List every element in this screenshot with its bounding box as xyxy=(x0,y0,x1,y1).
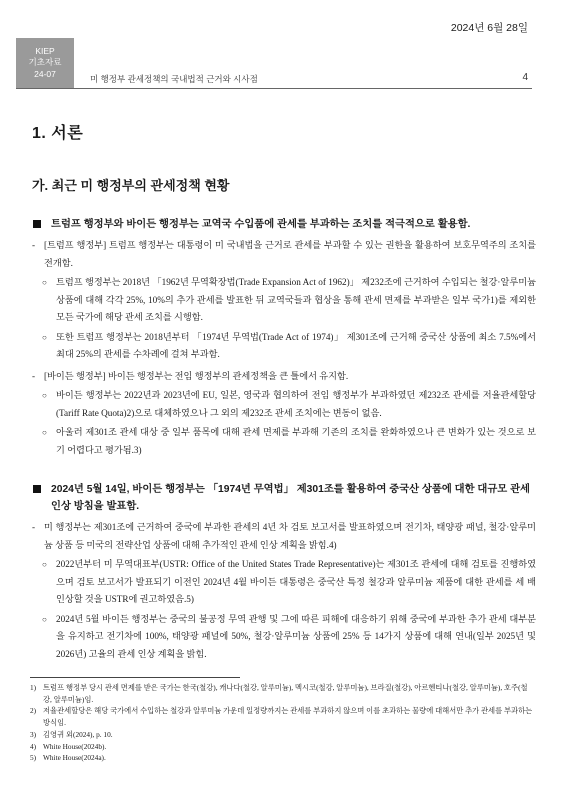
footnote-text: White House(2024a). xyxy=(43,753,106,763)
badge-line-org: KIEP xyxy=(35,45,55,56)
black-square-bullet-icon xyxy=(33,219,44,230)
circle-item xyxy=(32,329,536,364)
page-number: 4 xyxy=(522,72,528,83)
footnote-number: 4) xyxy=(30,741,37,751)
footnotes xyxy=(30,682,536,764)
footnote xyxy=(30,729,536,741)
circle-bullet-icon: ○ xyxy=(42,614,47,624)
footnote xyxy=(30,682,536,705)
badge-line-series: 기초자료 xyxy=(28,57,62,68)
footnote xyxy=(30,741,536,753)
circle-item-text: 트럼프 행정부는 2018년 「1962년 무역확장법(Trade Expansion Act of 1962)」 제232조에 근거하여 수입되는 철강·알루미늄 상품에 대해 각각 25%, 10%의 추가 관세를 발표한 뒤 교역국들과 협상을 통해 관세 면제를 부과받은 일부 국가1)를 제외한 모든 국가에 해당 관세 조치를 시행함. xyxy=(56,277,536,322)
circle-item xyxy=(32,611,536,664)
footnote-number: 1) xyxy=(30,683,37,692)
dash-item-text: [트럼프 행정부] 트럼프 행정부는 대통령이 미 국내법을 근거로 관세를 부과할 수 있는 권한을 활용하여 보호무역주의 조치를 전개함. xyxy=(44,240,536,268)
dash-item xyxy=(32,519,536,554)
circle-item xyxy=(32,387,536,422)
circle-item xyxy=(32,556,536,609)
dash-marker: - xyxy=(32,370,36,381)
document-date: 2024년 6월 28일 xyxy=(450,22,528,34)
circle-bullet-icon: ○ xyxy=(42,560,47,569)
section-heading-text: 트럼프 행정부와 바이든 행정부는 교역국 수입품에 관세를 부과하는 조치를 적극적으로 활용함. xyxy=(51,219,471,230)
circle-item-text: 바이든 행정부는 2022년과 2023년에 EU, 일본, 영국과 협의하여 전임 행정부가 부과하였던 제232조 관세를 저율관세할당(Tariff Rate Quota)2)으로 대체하였으나 그 외의 제232조 관세 조치에는 변동이 없음. xyxy=(56,390,536,418)
footnote-text: White House(2024b). xyxy=(43,741,107,751)
dash-item xyxy=(32,237,536,272)
black-square-bullet-icon xyxy=(33,484,44,495)
section-heading xyxy=(32,216,536,233)
footnote-number: 2) xyxy=(30,706,37,716)
heading-level-2: 가. 최근 미 행정부의 관세정책 현황 xyxy=(32,178,230,193)
dash-item-text: [바이든 행정부] 바이든 행정부는 전임 행정부의 관세정책을 큰 틀에서 유지함. xyxy=(44,370,349,381)
footnote-text: 트럼프 행정부 당시 관세 면제를 받은 국가는 한국(철강), 캐나다(철강, 알루미늄), 멕시코(철강, 알루미늄), 브라질(철강), 아르헨티나(철강, 알루미늄), 호주(철강, 알루미늄)임. xyxy=(43,683,528,704)
header-divider xyxy=(16,88,532,89)
footnote-text: 김영귀 외(2024), p. 10. xyxy=(43,729,113,739)
footnote-number: 5) xyxy=(30,753,37,763)
circle-bullet-icon: ○ xyxy=(42,428,47,437)
circle-bullet-icon: ○ xyxy=(42,391,47,400)
running-title: 미 행정부 관세정책의 국내법적 근거와 시사점 xyxy=(90,74,258,84)
footnote-text: 저율관세할당은 해당 국가에서 수입하는 철강과 알루미늄 가운데 일정량까지는 관세를 부과하지 않으며 이를 초과하는 물량에 대해서만 추가 관세를 부과하는 방식임. xyxy=(43,706,533,728)
circle-item xyxy=(32,424,536,459)
heading-level-1: 1. 서론 xyxy=(32,125,84,142)
dash-marker: - xyxy=(32,240,36,250)
circle-item-text: 또한 트럼프 행정부는 2018년부터 「1974년 무역법(Trade Act of 1974)」 제301조에 근거해 중국산 상품에 최소 7.5%에서 최대 25%의 관세를 수차례에 걸쳐 부과함. xyxy=(56,331,536,359)
dash-item xyxy=(32,368,536,386)
circle-item-text: 2022년부터 미 무역대표부(USTR: Office of the United States Trade Representative)는 제301조 관세에 대해 검토를 진행하였으며 검토 보고서가 발표되기 이전인 2024년 4월 바이든 대통령은 중국산 특정 철강과 알루미늄 제품에 대한 관세를 세 배 인상할 것을 USTR에 권고하였음.5) xyxy=(56,559,536,604)
badge-line-number: 24-07 xyxy=(34,68,56,79)
footnote-divider xyxy=(30,677,240,678)
footnote xyxy=(30,752,536,764)
main-content xyxy=(32,120,536,663)
section-heading xyxy=(32,481,536,515)
footnote xyxy=(30,705,536,728)
footnote-number: 3) xyxy=(30,729,37,739)
section-heading-text: 2024년 5월 14일, 바이든 행정부는 「1974년 무역법」 제301조를 활용하여 중국산 상품에 대한 대규모 관세 인상 방침을 발표함. xyxy=(51,484,531,512)
circle-item xyxy=(32,274,536,327)
dash-item-text: 미 행정부는 제301조에 근거하여 중국에 부과한 관세의 4년 차 검토 보고서를 발표하였으며 전기차, 태양광 패널, 철강·알루미늄 상품 등 미국의 전략산업 상품에 대해 추가적인 관세 인상 계획을 밝힘.4) xyxy=(44,522,536,550)
series-badge xyxy=(16,38,74,88)
circle-item-text: 아울러 제301조 관세 대상 중 일부 품목에 대해 관세 면제를 부과해 기존의 조치를 완화하였으나 큰 변화가 있는 것으로 보기 어렵다고 평가됨.3) xyxy=(56,427,536,455)
dash-marker: - xyxy=(32,522,36,532)
circle-item-text: 2024년 5월 바이든 행정부는 중국의 불공정 무역 관행 및 그에 따른 피해에 대응하기 위해 중국에 부과한 추가 관세 대부분을 유지하고 전기차에 100%, 태양광 패널에 50%, 철강·알루미늄 상품에 25% 등 14가지 상품에 대해 연내(일부 2025년 및 2026년) 고율의 관세 인상 계획을 밝힘. xyxy=(56,613,536,659)
circle-bullet-icon: ○ xyxy=(42,332,47,342)
circle-bullet-icon: ○ xyxy=(42,278,47,287)
